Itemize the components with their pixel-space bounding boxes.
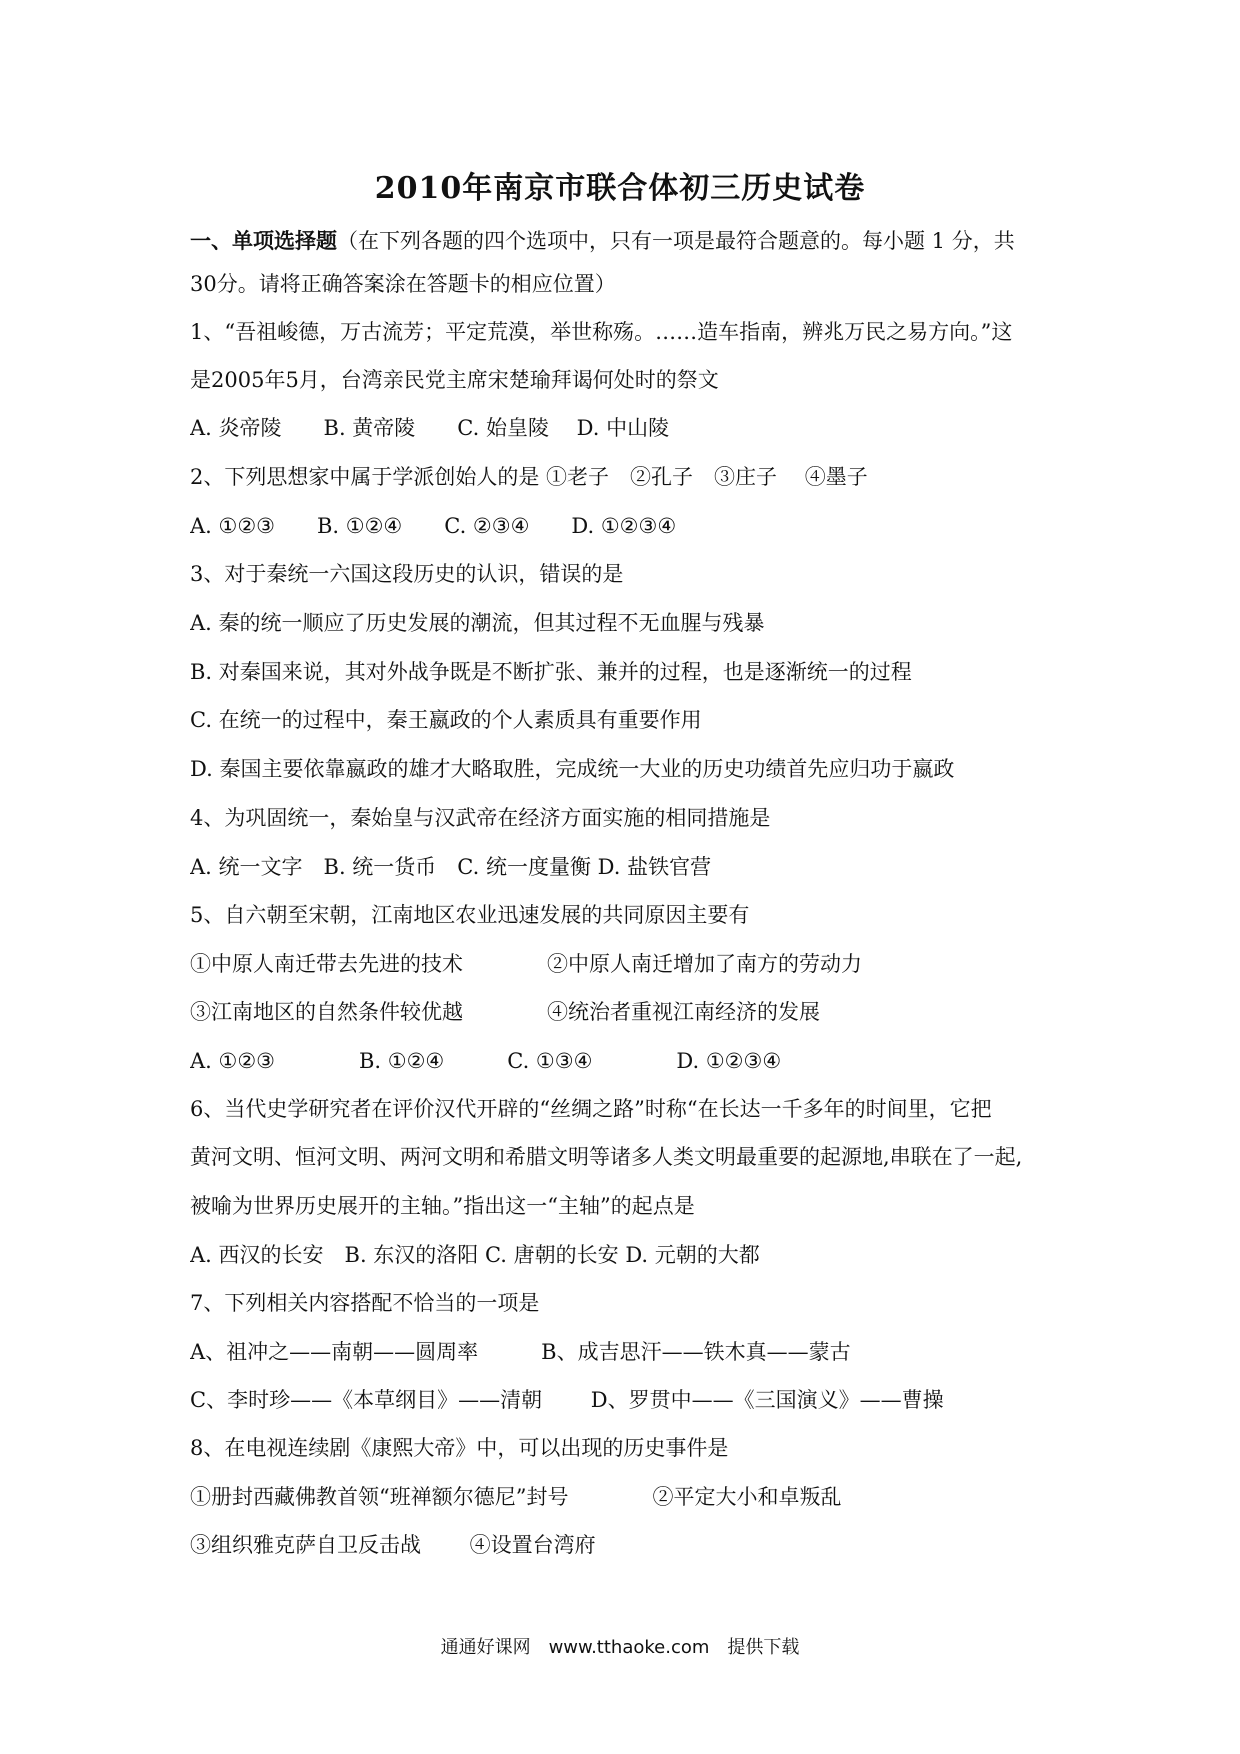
q6-stem-cont-1: 黄河文明、恒河文明、两河文明和希腊文明等诸多人类文明最重要的起源地,串联在了一起, [190, 1145, 1023, 1169]
q3-option-b: B. 对秦国来说，其对外战争既是不断扩张、兼并的过程，也是逐渐统一的过程 [190, 660, 912, 684]
q1-options: A. 炎帝陵 B. 黄帝陵 C. 始皇陵 D. 中山陵 [190, 416, 670, 440]
q8-items-1: ①册封西藏佛教首领“班禅额尔德尼”封号 ②平定大小和卓叛乱 [190, 1485, 842, 1509]
q3-option-d: D. 秦国主要依靠嬴政的雄才大略取胜，完成统一大业的历史功绩首先应归功于嬴政 [190, 757, 955, 781]
q6-stem-cont-2: 被喻为世界历史展开的主轴。”指出这一“主轴”的起点是 [190, 1194, 695, 1218]
q5-items-2: ③江南地区的自然条件较优越 ④统治者重视江南经济的发展 [190, 1000, 820, 1024]
q5-options: A. ①②③ B. ①②④ C. ①③④ D. ①②③④ [190, 1049, 782, 1073]
section-instruction-cont: 30分。请将正确答案涂在答题卡的相应位置） [190, 272, 616, 296]
page-title: 2010年南京市联合体初三历史试卷 [374, 171, 866, 206]
q1-stem-cont: 是2005年5月，台湾亲民党主席宋楚瑜拜谒何处时的祭文 [190, 368, 719, 392]
section-instruction: （在下列各题的四个选项中，只有一项是最符合题意的。每小题 1 分，共 [337, 229, 1015, 253]
q7-stem: 7、下列相关内容搭配不恰当的一项是 [190, 1291, 540, 1315]
q3-stem: 3、对于秦统一六国这段历史的认识，错误的是 [190, 562, 624, 586]
q8-stem: 8、在电视连续剧《康熙大帝》中，可以出现的历史事件是 [190, 1436, 729, 1460]
q4-stem: 4、为巩固统一，秦始皇与汉武帝在经济方面实施的相同措施是 [190, 806, 771, 830]
q3-option-c: C. 在统一的过程中，秦王嬴政的个人素质具有重要作用 [190, 708, 702, 732]
q7-options-ab: A、祖冲之——南朝——圆周率 B、成吉思汗——铁木真——蒙古 [190, 1340, 851, 1364]
q5-items-1: ①中原人南迁带去先进的技术 ②中原人南迁增加了南方的劳动力 [190, 952, 862, 976]
q1-stem: 1、“吾祖峻德，万古流芳；平定荒漠，举世称殇。……造车指南，辨兆万民之易方向。”这 [190, 320, 1013, 344]
q6-options: A. 西汉的长安 B. 东汉的洛阳 C. 唐朝的长安 D. 元朝的大都 [190, 1243, 760, 1267]
q4-options: A. 统一文字 B. 统一货币 C. 统一度量衡 D. 盐铁官营 [190, 855, 712, 879]
q5-stem: 5、自六朝至宋朝，江南地区农业迅速发展的共同原因主要有 [190, 903, 750, 927]
q2-stem: 2、下列思想家中属于学派创始人的是 ①老子 ②孔子 ③庄子 ④墨子 [190, 465, 868, 489]
q6-stem: 6、当代史学研究者在评价汉代开辟的“丝绸之路”时称“在长达一千多年的时间里，它把 [190, 1097, 992, 1121]
section-heading: 一、单项选择题 [190, 228, 337, 253]
q2-options: A. ①②③ B. ①②④ C. ②③④ D. ①②③④ [190, 514, 677, 538]
q7-options-cd: C、李时珍——《本草纲目》——清朝 D、罗贯中——《三国演义》——曹操 [190, 1388, 944, 1412]
section-heading-line [190, 227, 1070, 255]
q3-option-a: A. 秦的统一顺应了历史发展的潮流，但其过程不无血腥与残暴 [190, 611, 765, 635]
page-footer: 通通好课网 www.tthaoke.com 提供下载 [440, 1637, 800, 1658]
q8-items-2: ③组织雅克萨自卫反击战 ④设置台湾府 [190, 1533, 596, 1557]
